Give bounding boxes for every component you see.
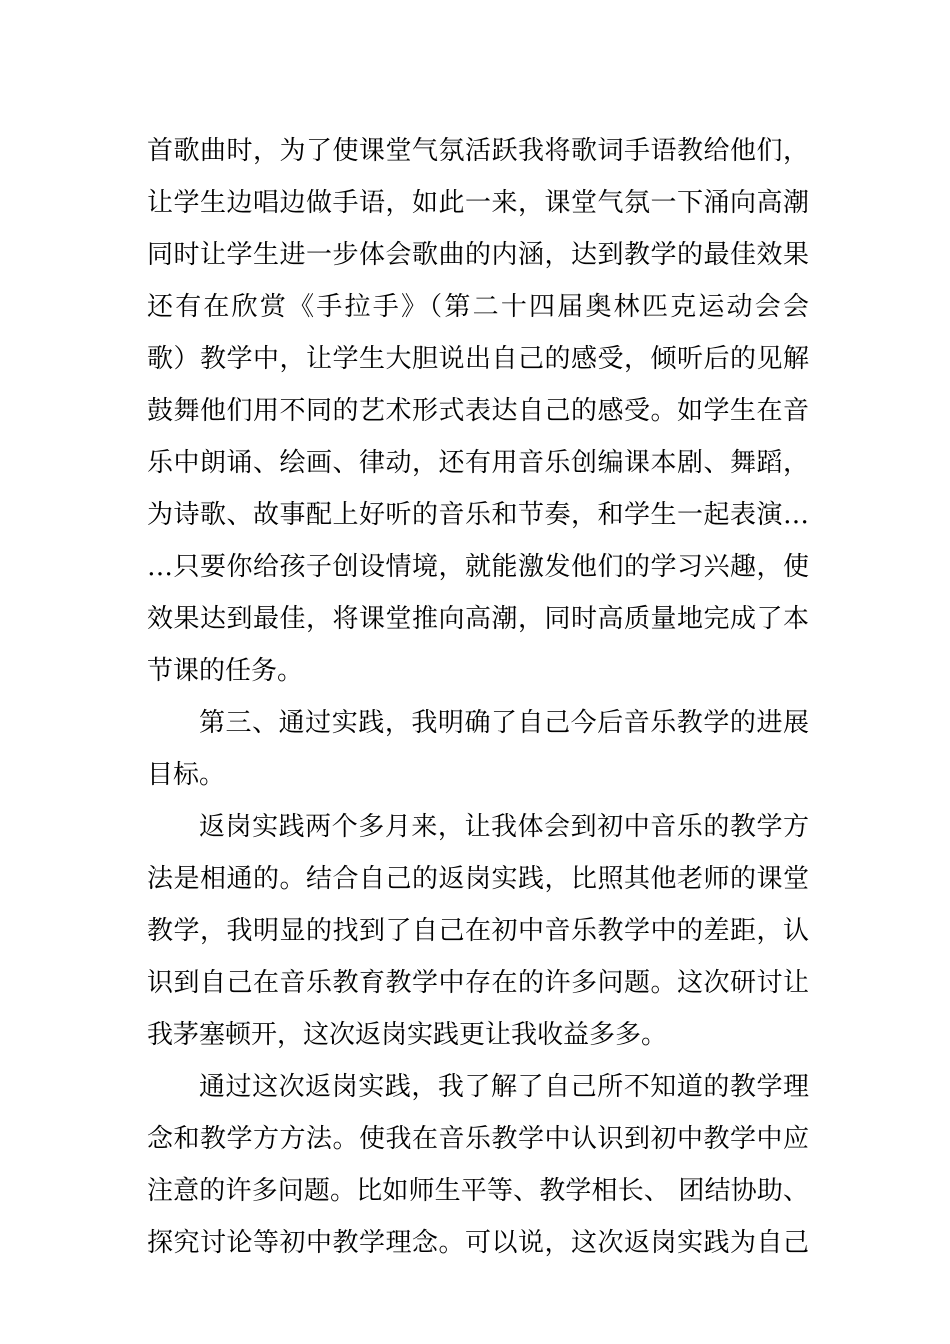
- text-line: 鼓舞他们用不同的艺术形式表达自己的感受。如学生在音: [147, 396, 809, 426]
- text-line: 首歌曲时，为了使课堂气氛活跃我将歌词手语教给他们，: [147, 136, 809, 166]
- paragraph-start-line: 返岗实践两个多月来，让我体会到初中音乐的教学方: [199, 812, 809, 842]
- text-line: 歌）教学中，让学生大胆说出自己的感受，倾听后的见解: [147, 344, 809, 374]
- paragraph-start-line: 第三、通过实践，我明确了自己今后音乐教学的进展: [199, 708, 809, 738]
- text-line: …只要你给孩子创设情境，就能激发他们的学习兴趣，使: [147, 552, 809, 582]
- text-line: 注意的许多问题。比如师生平等、教学相长、 团结协助、: [147, 1176, 809, 1206]
- text-line: 让学生边唱边做手语，如此一来，课堂气氛一下涌向高潮: [147, 188, 809, 218]
- text-line: 教学，我明显的找到了自己在初中音乐教学中的差距，认: [147, 916, 809, 946]
- text-line: 目标。: [147, 760, 226, 790]
- text-line: 探究讨论等初中教学理念。可以说，这次返岗实践为自己: [147, 1228, 809, 1258]
- text-line: 我茅塞顿开，这次返岗实践更让我收益多多。: [147, 1020, 668, 1050]
- text-line: 念和教学方方法。使我在音乐教学中认识到初中教学中应: [147, 1124, 809, 1154]
- text-line: 乐中朗诵、绘画、律动，还有用音乐创编课本剧、舞蹈，: [147, 448, 809, 478]
- paragraph-start-line: 通过这次返岗实践，我了解了自己所不知道的教学理: [199, 1072, 809, 1102]
- text-line: 节课的任务。: [147, 656, 304, 686]
- text-line: 还有在欣赏《手拉手》（第二十四届奥林匹克运动会会: [147, 292, 809, 322]
- text-line: 识到自己在音乐教育教学中存在的许多问题。这次研讨让: [147, 968, 809, 998]
- body-text: [147, 125, 809, 1269]
- text-line: 为诗歌、故事配上好听的音乐和节奏，和学生一起表演…: [147, 500, 809, 530]
- text-line: 法是相通的。结合自己的返岗实践，比照其他老师的课堂: [147, 864, 809, 894]
- text-line: 效果达到最佳，将课堂推向高潮，同时高质量地完成了本: [147, 604, 809, 634]
- text-line: 同时让学生进一步体会歌曲的内涵，达到教学的最佳效果: [147, 240, 809, 270]
